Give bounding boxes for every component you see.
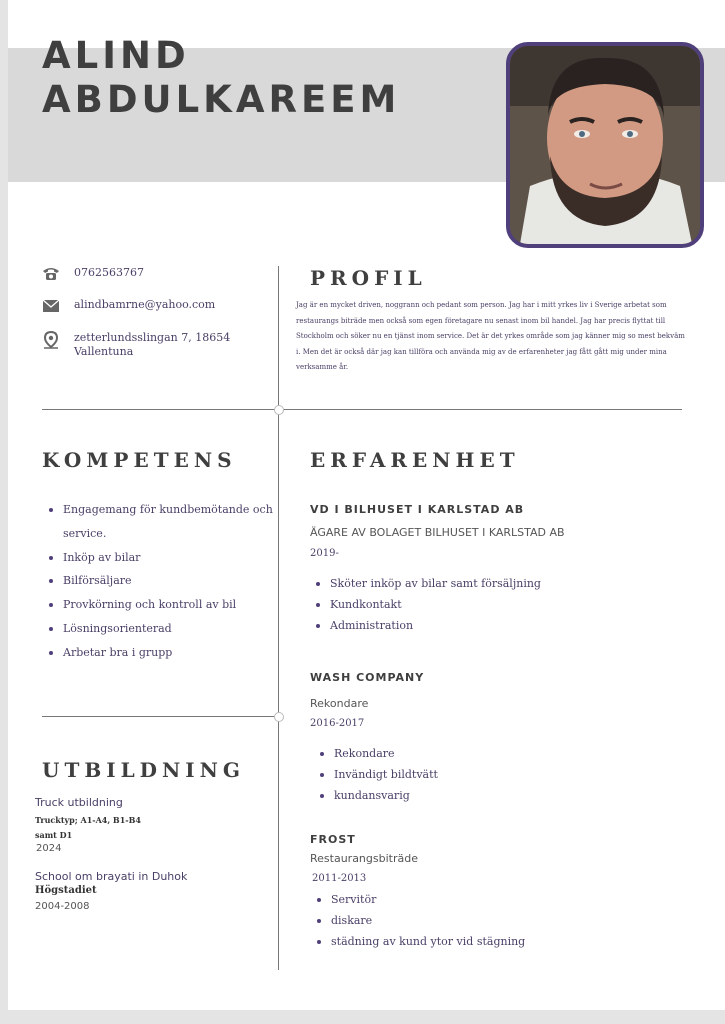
email-icon xyxy=(42,298,60,314)
list-item: Arbetar bra i grupp xyxy=(45,641,273,665)
edu-1-date: 2024 xyxy=(36,843,62,854)
job-2-date: 2016-2017 xyxy=(310,718,365,729)
list-item: diskare xyxy=(313,910,525,931)
edu-1-title: Truck utbildning xyxy=(35,796,123,809)
email-address[interactable]: alindbamrne@yahoo.com xyxy=(74,298,216,311)
job-1-title: VD I BILHUSET I KARLSTAD AB xyxy=(310,503,525,516)
portrait-illustration xyxy=(510,46,700,244)
phone-icon xyxy=(42,266,60,282)
address-line-1: zetterlundsslingan 7, 18654 xyxy=(74,331,231,344)
list-item: Rekondare xyxy=(316,743,438,764)
utbildning-heading: UTBILDNING xyxy=(42,758,245,782)
job-1-subtitle: ÄGARE AV BOLAGET BILHUSET I KARLSTAD AB xyxy=(310,526,565,539)
list-item: Bilförsäljare xyxy=(45,569,273,593)
profil-text: Jag är en mycket driven, noggrann och pedant som person. Jag har i mitt yrkes liv i Sverige arbetat som restaurangs biträde men också som egen företagare nu senast inom bil handel. Jag har precis flyttat till Stockholm och söker nu en tjänst inom service. Det är det yrkes område som jag känner mig so mest bekväm i. Men det är också där jag kan tillföra och använda mig av de erfarenheter jag fått gått mig under mina verksamme år. xyxy=(296,301,685,371)
divider-node-2 xyxy=(274,712,284,722)
job-3-subtitle: Restaurangsbiträde xyxy=(310,852,418,865)
job-3-title: FROST xyxy=(310,833,356,846)
name-line-2: ABDULKAREEM xyxy=(42,78,401,121)
profile-photo xyxy=(506,42,704,248)
edu-2-date: 2004-2008 xyxy=(35,901,90,912)
list-item: Sköter inköp av bilar samt försäljning xyxy=(312,573,541,594)
list-item: Inköp av bilar xyxy=(45,546,273,570)
edu-1-detail-1: Trucktyp; A1-A4, B1-B4 xyxy=(35,815,141,825)
job-3-duties xyxy=(313,889,525,952)
kompetens-list xyxy=(45,498,273,665)
edu-1-detail-2: samt D1 xyxy=(35,830,73,840)
list-item: Administration xyxy=(312,615,541,636)
job-3-date: 2011-2013 xyxy=(312,873,367,884)
erfarenhet-heading: ERFARENHET xyxy=(310,448,520,472)
edu-2-title: School om brayati in Duhok xyxy=(35,870,188,883)
list-item: Engagemang för kundbemötande och service. xyxy=(45,498,273,546)
list-item: städning av kund ytor vid stägning xyxy=(313,931,525,952)
list-item: Provkörning och kontroll av bil xyxy=(45,593,273,617)
candidate-name xyxy=(42,34,400,122)
divider-node-1 xyxy=(274,405,284,415)
kompetens-heading: KOMPETENS xyxy=(42,448,237,472)
edu-2-detail-1: Högstadiet xyxy=(35,885,97,896)
phone-number[interactable]: 0762563767 xyxy=(74,266,144,279)
vertical-divider xyxy=(278,266,279,970)
job-2-duties xyxy=(316,743,438,806)
horizontal-divider-2 xyxy=(42,716,278,717)
job-2-title: WASH COMPANY xyxy=(310,671,425,684)
profil-heading: PROFIL xyxy=(310,266,427,290)
job-1-date: 2019- xyxy=(310,548,339,559)
name-line-1: ALIND xyxy=(42,34,190,77)
list-item: Invändigt bildtvätt xyxy=(316,764,438,785)
horizontal-divider-1 xyxy=(42,409,682,410)
list-item: kundansvarig xyxy=(316,785,438,806)
address-line-2: Vallentuna xyxy=(74,345,134,358)
list-item: Lösningsorienterad xyxy=(45,617,273,641)
location-pin-icon xyxy=(42,331,60,349)
list-item: Kundkontakt xyxy=(312,594,541,615)
job-2-subtitle: Rekondare xyxy=(310,697,369,710)
list-item: Servitör xyxy=(313,889,525,910)
job-1-duties xyxy=(312,573,541,636)
resume-page xyxy=(8,0,725,1010)
